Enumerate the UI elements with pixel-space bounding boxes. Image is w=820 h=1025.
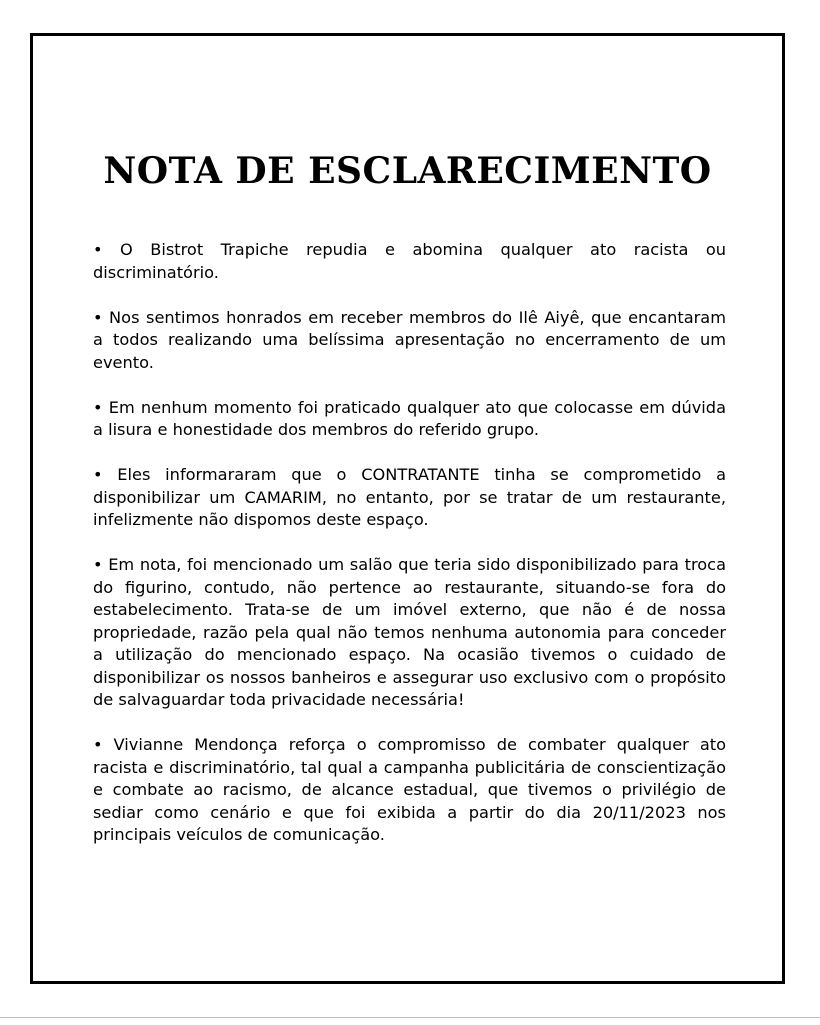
paragraph-salao: • Em nota, foi mencionado um salão que teria sido disponibilizado para troca do figurino, contudo, não pertence ao restaurante, situando-se fora do estabelecimento. Trata-se de um imóvel externo, que não é de nossa propriedade, razão pela qual não temos nenhuma autonomia para conceder a utilização do mencionado espaço. Na ocasião tivemos o cuidado de disponibilizar os nossos banheiros e assegurar uso exclusivo com o propósito de salvaguardar toda privacidade necessária! — [93, 555, 726, 709]
paragraph-camarim: • Eles informararam que o CONTRATANTE tinha se comprometido a disponibilizar um CAMARIM, no entanto, por se tratar de um restaurante, infelizmente não dispomos deste espaço. — [93, 465, 726, 529]
document-title: NOTA DE ESCLARECIMENTO — [103, 150, 712, 192]
bottom-divider — [0, 1017, 820, 1018]
paragraph-ile-aiye: • Nos sentimos honrados em receber membros do Ilê Aiyê, que encantaram a todos realizando uma belíssima apresentação no encerramento de um evento. — [93, 307, 726, 372]
paragraph-lisura: • Em nenhum momento foi praticado qualquer ato que colocasse em dúvida a lisura e honestidade dos membros do referido grupo. — [93, 397, 726, 439]
document-body — [93, 239, 726, 869]
paragraph-repudio: • O Bistrot Trapiche repudia e abomina qualquer ato racista ou discriminatório. — [93, 240, 726, 282]
paragraph-compromisso: • Vivianne Mendonça reforça o compromisso de combater qualquer ato racista e discriminatório, tal qual a campanha publicitária de conscientização e combate ao racismo, de alcance estadual, que tivemos o privilégio de sediar como cenário e que foi exibida a partir do dia 20/11/2023 nos principais veículos de comunicação. — [93, 735, 726, 844]
